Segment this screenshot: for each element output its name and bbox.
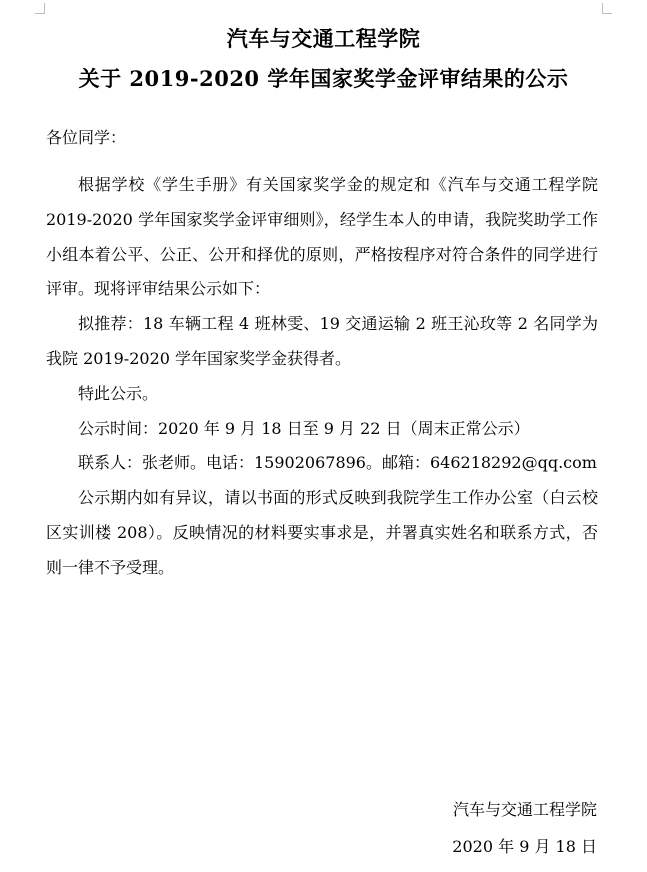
- document-title-org: 汽车与交通工程学院: [226, 26, 421, 51]
- paragraph-notice: 特此公示。: [78, 383, 159, 403]
- paragraph-recommendation: 拟推荐：18 车辆工程 4 班林雯、19 交通运输 2 班王沁玫等 2 名同学为我院 2019-2020 学年国家奖学金获得者。: [46, 314, 598, 368]
- margin-corner-mark: [35, 3, 45, 14]
- paragraph-contact: 联系人：张老师。电话：15902067896。邮箱：646218292@qq.com: [78, 453, 597, 473]
- margin-corner-mark: [602, 3, 612, 14]
- document-title: 关于 2019-2020 学年国家奖学金评审结果的公示: [78, 66, 569, 91]
- paragraph-basis: 根据学校《学生手册》有关国家奖学金的规定和《汽车与交通工程学院 2019-2020 学年国家奖学金评审细则》，经学生本人的申请，我院奖助学工作小组本着公平、公正、公开和择优的原则，严格按程序对符合条件的同学进行评审。现将评审结果公示如下：: [46, 175, 598, 299]
- paragraph-period: 公示时间：2020 年 9 月 18 日至 9 月 22 日（周末正常公示）: [78, 418, 530, 438]
- document-body: [46, 168, 598, 586]
- paragraph-objection: 公示期内如有异议，请以书面的形式反映到我院学生工作办公室（白云校区实训楼 208）。反映情况的材料要实事求是，并署真实姓名和联系方式，否则一律不予受理。: [46, 488, 598, 577]
- signature-org: 汽车与交通工程学院: [452, 800, 597, 819]
- signature-date: 2020 年 9 月 18 日: [452, 837, 597, 856]
- greeting: 各位同学：: [46, 128, 127, 147]
